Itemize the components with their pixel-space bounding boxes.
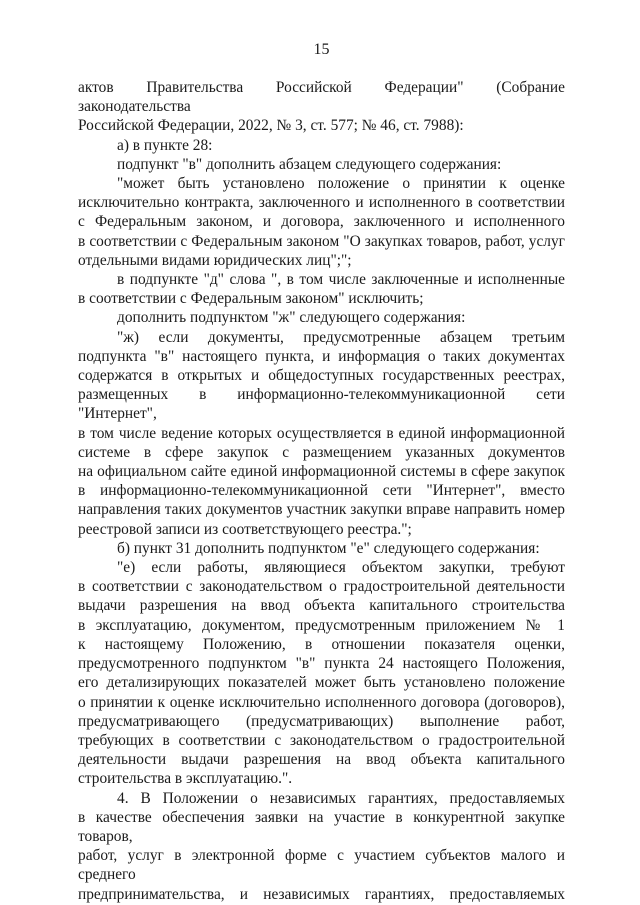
text-line: выдачи разрешения на ввод объекта капитального строительства [78, 597, 565, 615]
page-number: 15 [313, 41, 330, 58]
text-line: к настоящему Положению, в отношении показателя оценки, [78, 635, 565, 653]
text-line: в информационно-телекоммуникационной сети "Интернет", вместо [78, 482, 565, 500]
text-line: исключительно контракта, заключенного и исполненного в соответствии [78, 194, 565, 212]
text-line: "ж) если документы, предусмотренные абзацем третьим [117, 328, 565, 346]
text-line: предусматривающего (предусматривающих) выполнение работ, [78, 712, 565, 730]
document-page [78, 40, 565, 904]
text-line: а) в пункте 28: [117, 136, 213, 154]
text-line: в соответствии с Федеральным законом" исключить; [78, 290, 424, 308]
text-line: в том числе ведение которых осуществляется в единой информационной [78, 424, 565, 442]
text-line: деятельности выдачи разрешения на ввод объекта капитального [78, 751, 565, 769]
document-body [78, 78, 565, 904]
text-line: требующих в соответствии с законодательством о градостроительной [78, 731, 565, 749]
text-line: работ, услуг в электронной форме с участием субъектов малого и среднего [78, 847, 565, 884]
text-line: "может быть установлено положение о принятии к оценке [117, 175, 565, 193]
text-line: дополнить подпунктом "ж" следующего содержания: [117, 309, 466, 327]
text-line: в эксплуатацию, документом, предусмотренным приложением № 1 [78, 616, 565, 634]
text-line: размещенных в информационно-телекоммуникационной сети "Интернет", [78, 386, 565, 423]
text-line: отдельными видами юридических лиц";"; [78, 251, 352, 269]
text-line: актов Правительства Российской Федерации" (Собрание законодательства [78, 79, 565, 116]
text-line: о принятии к оценке исключительно исполненного договора (договоров), [78, 693, 565, 711]
text-line: подпункта "в" настоящего пункта, и информация о таких документах [78, 347, 565, 365]
text-line: в подпункте "д" слова ", в том числе заключенные и исполненные [117, 271, 565, 289]
text-line: подпункт "в" дополнить абзацем следующего содержания: [117, 155, 502, 173]
text-line: направления таких документов участник закупки вправе направить номер [78, 501, 565, 519]
text-line: 4. В Положении о независимых гарантиях, предоставляемых [117, 789, 565, 807]
text-line: системе в сфере закупок с размещением указанных документов [78, 443, 565, 461]
text-line: на официальном сайте единой информационной системы в сфере закупок [78, 463, 565, 481]
text-line: "е) если работы, являющиеся объектом закупки, требуют [117, 559, 565, 577]
text-line: реестровой записи из соответствующего реестра."; [78, 520, 412, 538]
text-line: Российской Федерации, 2022, № 3, ст. 577; № 46, ст. 7988): [78, 117, 464, 135]
text-line: с Федеральным законом, и договора, заключенного и исполненного [78, 213, 565, 231]
text-line: в качестве обеспечения заявки на участие в конкурентной закупке товаров, [78, 808, 565, 845]
text-line: в соответствии с законодательством о градостроительной деятельности [78, 578, 565, 596]
text-line: предпринимательства, и независимых гарантиях, предоставляемых [78, 885, 565, 903]
text-line: б) пункт 31 дополнить подпунктом "е" следующего содержания: [117, 539, 540, 557]
text-line: строительства в эксплуатацию.". [78, 770, 293, 788]
text-line: в соответствии с Федеральным законом "О закупках товаров, работ, услуг [78, 232, 565, 250]
text-line: его детализирующих показателей может быть установлено положение [78, 674, 565, 692]
text-line: содержатся в открытых и общедоступных государственных реестрах, [78, 367, 565, 385]
text-line: предусмотренного подпунктом "в" пункта 24 настоящего Положения, [78, 655, 565, 673]
